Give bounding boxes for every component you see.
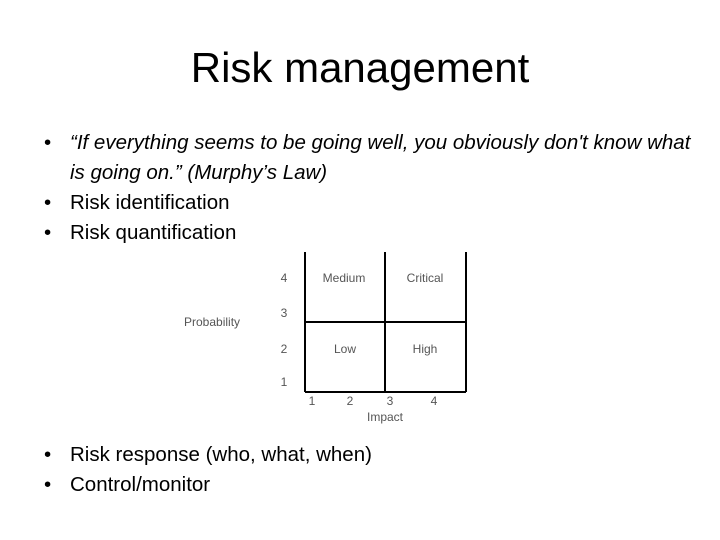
- bullet-icon: •: [44, 221, 52, 244]
- x-tick-1: 1: [308, 394, 316, 408]
- bullet-icon: •: [44, 191, 52, 214]
- x-tick-2: 2: [346, 394, 354, 408]
- impact-axis-label: Impact: [366, 410, 404, 424]
- bullet-text: Risk identification: [70, 191, 230, 214]
- probability-axis-label: Probability: [184, 315, 241, 329]
- y-tick-3: 3: [280, 306, 288, 320]
- cell-medium: Medium: [322, 271, 366, 285]
- slide-title: Risk management: [190, 44, 530, 91]
- y-tick-2: 2: [280, 342, 288, 356]
- bullet-text: Risk response (who, what, when): [70, 443, 372, 466]
- y-tick-1: 1: [280, 375, 288, 389]
- bullet-list-bottom: [44, 440, 704, 500]
- bullet-text: Risk quantification: [70, 221, 237, 244]
- bullet-control-monitor: [44, 470, 704, 500]
- bullet-text: Control/monitor: [70, 473, 211, 496]
- murphys-law-quote: “If everything seems to be going well, you obviously don't know what is going on.” (Murphy’s Law): [70, 131, 691, 184]
- x-tick-4: 4: [430, 394, 438, 408]
- bullet-risk-response: [44, 440, 704, 470]
- y-tick-4: 4: [280, 271, 288, 285]
- bullet-icon: •: [44, 131, 52, 154]
- cell-critical: Critical: [406, 271, 444, 285]
- cell-high: High: [412, 342, 438, 356]
- cell-low: Low: [333, 342, 357, 356]
- x-tick-3: 3: [386, 394, 394, 408]
- bullet-icon: •: [44, 473, 52, 496]
- bullet-icon: •: [44, 443, 52, 466]
